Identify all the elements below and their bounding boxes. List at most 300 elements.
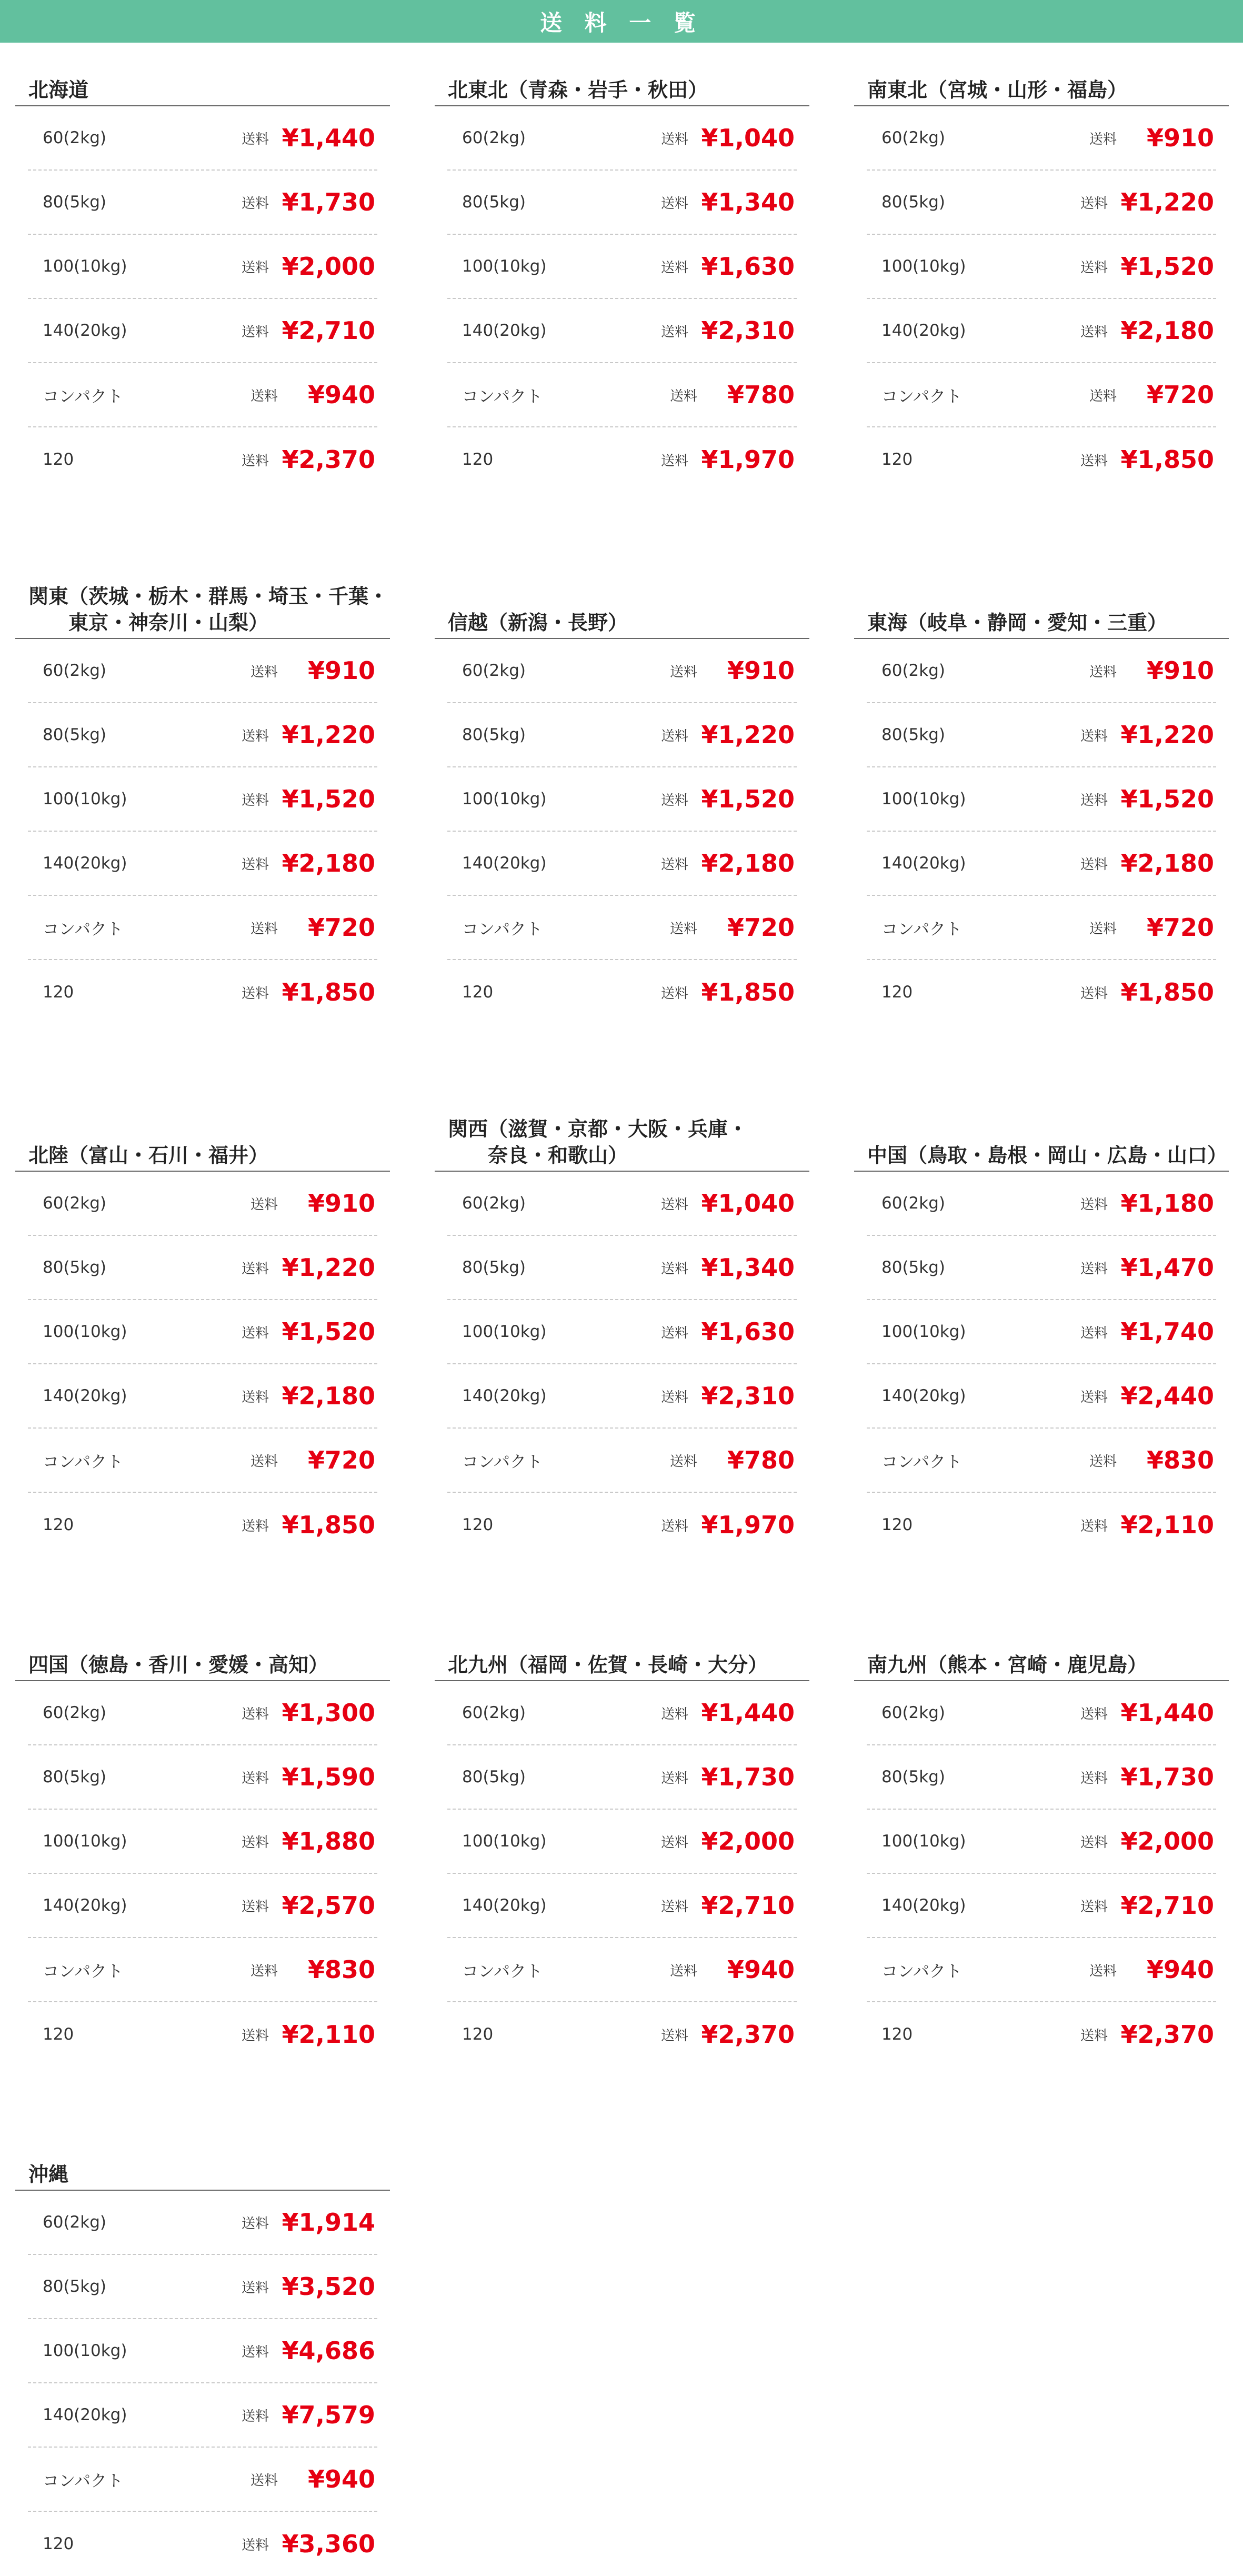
fee-label: 送料 xyxy=(1080,728,1108,744)
region-heading xyxy=(854,61,1229,106)
shipping-price: ¥2,000 xyxy=(282,252,375,281)
shipping-price: ¥940 xyxy=(727,1955,795,1984)
fee-row xyxy=(28,2002,377,2066)
parcel-size: 80(5kg) xyxy=(43,725,106,744)
parcel-size: 120 xyxy=(462,1515,494,1534)
fee-row xyxy=(867,767,1216,832)
region-heading xyxy=(435,571,809,639)
fee-row xyxy=(867,1681,1216,1745)
fee-row xyxy=(447,1745,797,1810)
parcel-size: 140(20kg) xyxy=(881,854,966,873)
fee-label: 送料 xyxy=(1080,453,1108,469)
fee-row xyxy=(28,2319,377,2383)
fee-label: 送料 xyxy=(241,1834,269,1851)
shipping-price: ¥830 xyxy=(1146,1446,1214,1474)
parcel-size: 60(2kg) xyxy=(43,128,106,147)
parcel-size: 120 xyxy=(462,983,494,1002)
shipping-price: ¥2,710 xyxy=(282,316,375,345)
parcel-size: 120 xyxy=(881,1515,913,1534)
parcel-size: 100(10kg) xyxy=(462,790,547,808)
region-heading xyxy=(854,571,1229,639)
fee-label: 送料 xyxy=(660,1196,688,1213)
region-section xyxy=(854,1103,1229,1557)
shipping-price: ¥1,880 xyxy=(282,1827,375,1855)
shipping-price: ¥1,220 xyxy=(1120,721,1214,749)
fee-row xyxy=(447,1236,797,1300)
region-heading xyxy=(15,571,390,639)
fee-row xyxy=(867,703,1216,767)
fee-label: 送料 xyxy=(660,131,688,147)
parcel-size: コンパクト xyxy=(43,387,123,406)
parcel-size: 60(2kg) xyxy=(881,128,945,147)
fee-row xyxy=(447,1810,797,1874)
fee-row xyxy=(28,639,377,703)
region-section xyxy=(435,1103,809,1557)
parcel-size: 80(5kg) xyxy=(462,1258,526,1277)
fee-label: 送料 xyxy=(241,1261,269,1277)
fee-label: 送料 xyxy=(670,1453,698,1470)
shipping-price: ¥1,914 xyxy=(282,2208,375,2236)
parcel-size: 140(20kg) xyxy=(43,321,127,340)
fee-list xyxy=(435,1681,809,2066)
parcel-size: 140(20kg) xyxy=(462,1386,547,1405)
shipping-price: ¥1,970 xyxy=(701,445,795,474)
fee-row xyxy=(447,171,797,235)
shipping-price: ¥910 xyxy=(1146,124,1214,152)
fee-row xyxy=(867,235,1216,299)
shipping-price: ¥910 xyxy=(307,656,375,685)
fee-list xyxy=(435,106,809,492)
parcel-size: 60(2kg) xyxy=(43,1194,106,1213)
shipping-price: ¥2,180 xyxy=(282,849,375,877)
fee-label: 送料 xyxy=(1080,1706,1108,1722)
parcel-size: 80(5kg) xyxy=(462,725,526,744)
parcel-size: 60(2kg) xyxy=(881,661,945,680)
fee-row xyxy=(867,1938,1216,2002)
fee-row xyxy=(28,2448,377,2512)
fee-label: 送料 xyxy=(241,453,269,469)
shipping-price: ¥1,300 xyxy=(282,1699,375,1727)
parcel-size: 140(20kg) xyxy=(43,1896,127,1915)
shipping-price: ¥1,440 xyxy=(1120,1699,1214,1727)
parcel-size: 60(2kg) xyxy=(462,1194,526,1213)
parcel-size: 120 xyxy=(881,983,913,1002)
region-section xyxy=(435,61,809,492)
fee-row xyxy=(867,960,1216,1024)
shipping-fee-grid xyxy=(0,61,1243,2576)
parcel-size: 120 xyxy=(881,2025,913,2044)
fee-label: 送料 xyxy=(241,728,269,744)
region-section xyxy=(854,61,1229,492)
fee-label: 送料 xyxy=(660,856,688,873)
fee-row xyxy=(447,639,797,703)
shipping-price: ¥940 xyxy=(307,381,375,409)
fee-row xyxy=(28,1493,377,1557)
fee-label: 送料 xyxy=(670,388,698,404)
shipping-price: ¥2,440 xyxy=(1120,1382,1214,1410)
fee-label: 送料 xyxy=(250,1963,278,1979)
parcel-size: 120 xyxy=(43,983,74,1002)
parcel-size: 140(20kg) xyxy=(881,1896,966,1915)
fee-row xyxy=(867,1874,1216,1938)
fee-list xyxy=(15,2191,390,2576)
shipping-price: ¥1,630 xyxy=(701,1317,795,1346)
fee-row xyxy=(447,1681,797,1745)
fee-row xyxy=(28,171,377,235)
shipping-price: ¥3,520 xyxy=(282,2272,375,2301)
fee-list xyxy=(15,1172,390,1557)
fee-row xyxy=(447,427,797,492)
shipping-price: ¥2,710 xyxy=(1120,1891,1214,1920)
fee-row xyxy=(867,1300,1216,1364)
fee-label: 送料 xyxy=(660,1389,688,1405)
shipping-price: ¥2,180 xyxy=(701,849,795,877)
shipping-price: ¥1,850 xyxy=(282,978,375,1006)
fee-label: 送料 xyxy=(1080,1325,1108,1341)
fee-row xyxy=(447,960,797,1024)
fee-label: 送料 xyxy=(1089,1963,1117,1979)
shipping-price: ¥2,000 xyxy=(701,1827,795,1855)
shipping-price: ¥3,360 xyxy=(282,2530,375,2558)
parcel-size: コンパクト xyxy=(881,1962,962,1981)
shipping-price: ¥780 xyxy=(727,381,795,409)
fee-label: 送料 xyxy=(1080,195,1108,212)
fee-row xyxy=(447,2002,797,2066)
parcel-size: 140(20kg) xyxy=(881,1386,966,1405)
fee-row xyxy=(447,832,797,896)
parcel-size: コンパクト xyxy=(881,387,962,406)
shipping-price: ¥1,440 xyxy=(282,124,375,152)
fee-label: 送料 xyxy=(241,2280,269,2296)
parcel-size: 80(5kg) xyxy=(43,1768,106,1786)
fee-label: 送料 xyxy=(241,1389,269,1405)
shipping-price: ¥2,310 xyxy=(701,316,795,345)
fee-row xyxy=(447,1874,797,1938)
fee-label: 送料 xyxy=(1089,1453,1117,1470)
fee-row xyxy=(867,1364,1216,1429)
fee-row xyxy=(28,1429,377,1493)
region-section xyxy=(854,1636,1229,2066)
fee-row xyxy=(28,1938,377,2002)
fee-label: 送料 xyxy=(241,324,269,340)
shipping-price: ¥4,686 xyxy=(282,2337,375,2365)
fee-label: 送料 xyxy=(1080,1261,1108,1277)
shipping-price: ¥940 xyxy=(307,2465,375,2493)
fee-row xyxy=(867,1236,1216,1300)
fee-list xyxy=(435,1172,809,1557)
shipping-price: ¥910 xyxy=(1146,656,1214,685)
shipping-price: ¥2,180 xyxy=(1120,849,1214,877)
region-title: 北陸（富山・石川・福井） xyxy=(28,1144,269,1167)
parcel-size: コンパクト xyxy=(462,387,543,406)
shipping-price: ¥2,110 xyxy=(1120,1511,1214,1539)
fee-label: 送料 xyxy=(660,2028,688,2044)
fee-label: 送料 xyxy=(1080,259,1108,276)
fee-row xyxy=(867,2002,1216,2066)
fee-label: 送料 xyxy=(660,1834,688,1851)
fee-row xyxy=(447,1938,797,2002)
parcel-size: コンパクト xyxy=(43,920,123,939)
parcel-size: 100(10kg) xyxy=(881,257,966,276)
fee-label: 送料 xyxy=(241,2408,269,2424)
region-section xyxy=(15,1636,390,2066)
region-title: 北海道 xyxy=(28,78,89,102)
parcel-size: 140(20kg) xyxy=(881,321,966,340)
parcel-size: 120 xyxy=(881,450,913,469)
fee-label: 送料 xyxy=(1089,921,1117,937)
parcel-size: 120 xyxy=(462,2025,494,2044)
region-heading xyxy=(854,1636,1229,1681)
parcel-size: 60(2kg) xyxy=(43,661,106,680)
parcel-size: コンパクト xyxy=(881,920,962,939)
shipping-price: ¥1,220 xyxy=(701,721,795,749)
fee-row xyxy=(867,363,1216,427)
parcel-size: 80(5kg) xyxy=(43,2277,106,2296)
fee-label: 送料 xyxy=(241,131,269,147)
parcel-size: 80(5kg) xyxy=(881,1768,945,1786)
parcel-size: 120 xyxy=(43,450,74,469)
shipping-price: ¥720 xyxy=(1146,913,1214,942)
region-title: 北九州（福岡・佐賀・長崎・大分） xyxy=(448,1653,768,1676)
fee-label: 送料 xyxy=(1080,856,1108,873)
shipping-price: ¥1,520 xyxy=(701,785,795,813)
region-heading xyxy=(15,1103,390,1172)
fee-row xyxy=(28,2255,377,2319)
shipping-price: ¥830 xyxy=(307,1955,375,1984)
fee-row xyxy=(867,171,1216,235)
fee-row xyxy=(867,832,1216,896)
fee-label: 送料 xyxy=(250,2472,278,2489)
fee-label: 送料 xyxy=(241,1770,269,1786)
region-title: 関東（茨城・栃木・群馬・埼玉・千葉・ 東京・神奈川・山梨） xyxy=(28,585,389,634)
fee-label: 送料 xyxy=(250,1196,278,1213)
fee-list xyxy=(854,1172,1229,1557)
fee-label: 送料 xyxy=(241,2537,269,2553)
shipping-price: ¥7,579 xyxy=(282,2401,375,2429)
parcel-size: 100(10kg) xyxy=(43,790,127,808)
parcel-size: 80(5kg) xyxy=(881,725,945,744)
shipping-price: ¥1,220 xyxy=(282,1253,375,1282)
parcel-size: 60(2kg) xyxy=(462,1703,526,1722)
shipping-price: ¥1,850 xyxy=(701,978,795,1006)
fee-row xyxy=(28,363,377,427)
fee-row xyxy=(447,767,797,832)
shipping-price: ¥1,730 xyxy=(282,188,375,216)
shipping-price: ¥1,730 xyxy=(1120,1763,1214,1791)
shipping-price: ¥780 xyxy=(727,1446,795,1474)
fee-row xyxy=(28,2383,377,2448)
fee-row xyxy=(28,1874,377,1938)
parcel-size: 140(20kg) xyxy=(462,1896,547,1915)
parcel-size: コンパクト xyxy=(881,1452,962,1472)
shipping-price: ¥1,520 xyxy=(282,1317,375,1346)
shipping-price: ¥2,180 xyxy=(1120,316,1214,345)
shipping-price: ¥720 xyxy=(727,913,795,942)
fee-row xyxy=(867,1172,1216,1236)
parcel-size: 140(20kg) xyxy=(43,1386,127,1405)
parcel-size: 60(2kg) xyxy=(462,661,526,680)
fee-label: 送料 xyxy=(660,1518,688,1534)
parcel-size: 60(2kg) xyxy=(881,1194,945,1213)
shipping-price: ¥1,340 xyxy=(701,1253,795,1282)
fee-list xyxy=(15,106,390,492)
parcel-size: 100(10kg) xyxy=(43,1832,127,1851)
fee-label: 送料 xyxy=(1080,1196,1108,1213)
fee-label: 送料 xyxy=(241,856,269,873)
fee-label: 送料 xyxy=(660,728,688,744)
shipping-price: ¥1,730 xyxy=(701,1763,795,1791)
region-section xyxy=(854,571,1229,1024)
fee-label: 送料 xyxy=(660,1706,688,1722)
fee-label: 送料 xyxy=(1080,1518,1108,1534)
fee-row xyxy=(447,896,797,960)
fee-row xyxy=(867,639,1216,703)
parcel-size: 60(2kg) xyxy=(881,1703,945,1722)
parcel-size: 80(5kg) xyxy=(881,1258,945,1277)
shipping-price: ¥1,850 xyxy=(1120,445,1214,474)
shipping-price: ¥2,370 xyxy=(282,445,375,474)
shipping-price: ¥1,630 xyxy=(701,252,795,281)
region-section xyxy=(15,571,390,1024)
fee-label: 送料 xyxy=(241,2215,269,2232)
fee-label: 送料 xyxy=(241,1899,269,1915)
region-heading xyxy=(15,2145,390,2191)
fee-row xyxy=(28,1364,377,1429)
fee-label: 送料 xyxy=(1080,324,1108,340)
fee-list xyxy=(854,639,1229,1024)
shipping-price: ¥1,470 xyxy=(1120,1253,1214,1282)
fee-row xyxy=(28,703,377,767)
fee-label: 送料 xyxy=(670,1963,698,1979)
fee-row xyxy=(867,299,1216,363)
region-title: 東海（岐阜・静岡・愛知・三重） xyxy=(867,611,1168,634)
fee-row xyxy=(28,427,377,492)
fee-label: 送料 xyxy=(241,259,269,276)
parcel-size: 60(2kg) xyxy=(43,1703,106,1722)
shipping-price: ¥2,370 xyxy=(1120,2020,1214,2049)
fee-label: 送料 xyxy=(1089,131,1117,147)
region-title: 南九州（熊本・宮崎・鹿児島） xyxy=(867,1653,1148,1676)
fee-label: 送料 xyxy=(660,1261,688,1277)
fee-label: 送料 xyxy=(660,792,688,808)
fee-row xyxy=(28,1745,377,1810)
fee-label: 送料 xyxy=(660,1770,688,1786)
fee-label: 送料 xyxy=(1080,985,1108,1002)
parcel-size: 100(10kg) xyxy=(43,257,127,276)
shipping-price: ¥2,710 xyxy=(701,1891,795,1920)
fee-label: 送料 xyxy=(660,985,688,1002)
fee-label: 送料 xyxy=(241,1706,269,1722)
shipping-price: ¥1,520 xyxy=(1120,252,1214,281)
shipping-price: ¥1,040 xyxy=(701,124,795,152)
parcel-size: 100(10kg) xyxy=(462,257,547,276)
fee-row xyxy=(28,960,377,1024)
shipping-price: ¥2,570 xyxy=(282,1891,375,1920)
fee-label: 送料 xyxy=(1080,792,1108,808)
region-heading xyxy=(15,1636,390,1681)
parcel-size: 100(10kg) xyxy=(881,1322,966,1341)
shipping-price: ¥720 xyxy=(307,1446,375,1474)
shipping-price: ¥1,850 xyxy=(1120,978,1214,1006)
parcel-size: コンパクト xyxy=(462,920,543,939)
parcel-size: 80(5kg) xyxy=(43,193,106,212)
region-section xyxy=(15,61,390,492)
fee-row xyxy=(867,106,1216,171)
shipping-price: ¥1,220 xyxy=(1120,188,1214,216)
shipping-price: ¥1,970 xyxy=(701,1511,795,1539)
parcel-size: 80(5kg) xyxy=(881,193,945,212)
fee-list xyxy=(435,639,809,1024)
fee-row xyxy=(447,106,797,171)
region-heading xyxy=(435,1103,809,1172)
fee-row xyxy=(28,106,377,171)
shipping-price: ¥1,180 xyxy=(1120,1189,1214,1217)
parcel-size: 100(10kg) xyxy=(43,1322,127,1341)
shipping-price: ¥2,310 xyxy=(701,1382,795,1410)
shipping-price: ¥940 xyxy=(1146,1955,1214,1984)
fee-label: 送料 xyxy=(250,388,278,404)
fee-label: 送料 xyxy=(1080,1899,1108,1915)
fee-row xyxy=(867,1745,1216,1810)
fee-list xyxy=(854,1681,1229,2066)
fee-label: 送料 xyxy=(241,985,269,1002)
parcel-size: 120 xyxy=(43,2025,74,2044)
fee-label: 送料 xyxy=(1080,2028,1108,2044)
parcel-size: 120 xyxy=(43,1515,74,1534)
fee-label: 送料 xyxy=(660,324,688,340)
fee-list xyxy=(15,1681,390,2066)
parcel-size: 100(10kg) xyxy=(43,2341,127,2360)
parcel-size: コンパクト xyxy=(43,1452,123,1472)
fee-row xyxy=(28,896,377,960)
shipping-price: ¥1,040 xyxy=(701,1189,795,1217)
region-heading xyxy=(15,61,390,106)
fee-row xyxy=(28,1681,377,1745)
shipping-price: ¥2,000 xyxy=(1120,1827,1214,1855)
fee-row xyxy=(28,1236,377,1300)
region-title: 四国（徳島・香川・愛媛・高知） xyxy=(28,1653,329,1676)
fee-label: 送料 xyxy=(660,1899,688,1915)
parcel-size: 140(20kg) xyxy=(462,321,547,340)
shipping-price: ¥1,440 xyxy=(701,1699,795,1727)
fee-label: 送料 xyxy=(250,1453,278,1470)
shipping-price: ¥910 xyxy=(727,656,795,685)
region-title: 沖縄 xyxy=(28,2163,69,2186)
fee-label: 送料 xyxy=(670,664,698,680)
fee-row xyxy=(447,363,797,427)
shipping-price: ¥2,110 xyxy=(282,2020,375,2049)
fee-row xyxy=(447,1364,797,1429)
shipping-price: ¥910 xyxy=(307,1189,375,1217)
fee-list xyxy=(15,639,390,1024)
fee-row xyxy=(447,1429,797,1493)
fee-row xyxy=(28,299,377,363)
parcel-size: 100(10kg) xyxy=(462,1322,547,1341)
fee-label: 送料 xyxy=(660,195,688,212)
fee-label: 送料 xyxy=(1089,664,1117,680)
fee-row xyxy=(447,1300,797,1364)
shipping-price: ¥2,180 xyxy=(282,1382,375,1410)
shipping-price: ¥1,220 xyxy=(282,721,375,749)
parcel-size: コンパクト xyxy=(43,1962,123,1981)
parcel-size: 100(10kg) xyxy=(881,790,966,808)
fee-label: 送料 xyxy=(241,2028,269,2044)
fee-label: 送料 xyxy=(1080,1834,1108,1851)
fee-row xyxy=(447,703,797,767)
parcel-size: 80(5kg) xyxy=(462,193,526,212)
region-section xyxy=(435,1636,809,2066)
fee-label: 送料 xyxy=(1080,1389,1108,1405)
